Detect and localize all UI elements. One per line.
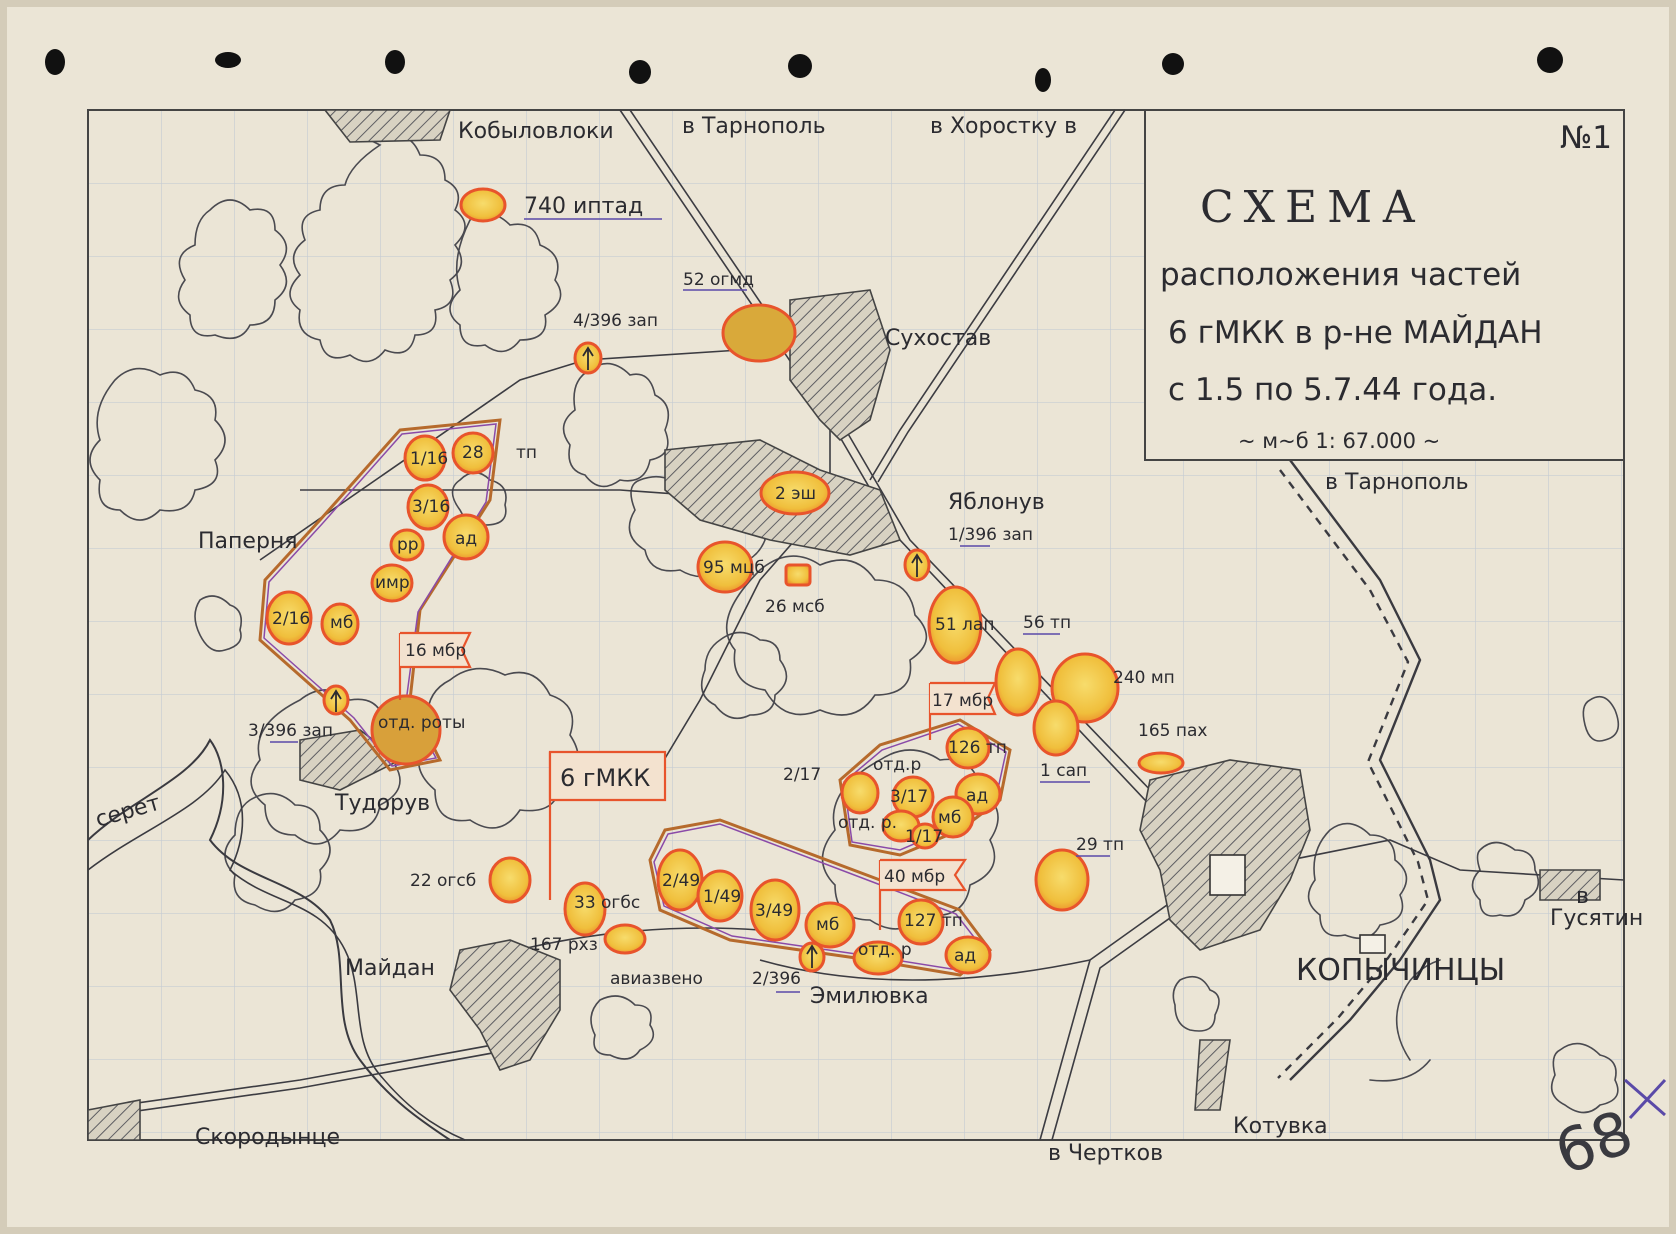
unit-51-lap: 51 лап — [935, 615, 995, 635]
unit-mb-16: мб — [330, 613, 354, 633]
unit-1-sap: 1 сап — [1040, 761, 1088, 781]
unit-2-16: 2/16 — [272, 609, 311, 629]
unit-52-ogmd: 52 огмд — [683, 270, 754, 290]
direction-tarnopol-north: в Тарнополь — [682, 114, 826, 139]
unit-40-mbr: 40 мбр — [884, 867, 946, 887]
unit-33-ogbs: 33 огбс — [574, 893, 641, 913]
unit-3-49: 3/49 — [755, 901, 794, 921]
unit-56-tp: 56 тп — [1023, 613, 1072, 633]
unit-rr: рр — [397, 535, 419, 555]
unit-otd-roty: отд. роты — [378, 713, 466, 733]
unit-ad-49: ад — [954, 946, 977, 966]
place-skorodyntse: Скородынце — [195, 1125, 341, 1150]
title: СХЕМА — [1200, 182, 1426, 233]
unit-otd-r-17: отд.р — [873, 755, 922, 775]
subtitle-line-1: расположения частей — [1160, 257, 1522, 293]
unit-ad-16: ад — [455, 529, 478, 549]
direction-gusyatin: Гусятин — [1550, 906, 1644, 931]
unit-4-396-zap: 4/396 зап — [573, 311, 658, 331]
place-tudoruv: Тудорув — [335, 791, 431, 816]
place-emilyuvka: Эмилювка — [810, 984, 929, 1009]
unit-28: 28 — [462, 443, 484, 463]
svg-text:68: 68 — [1546, 1097, 1642, 1190]
subtitle-line-2: 6 гМКК в р-не МАЙДАН — [1168, 315, 1543, 351]
unit-26-msb: 26 мсб — [765, 597, 825, 617]
unit-3-17: 3/17 — [890, 787, 929, 807]
unit-1-396-zap: 1/396 зап — [948, 525, 1033, 545]
place-maidan: Майдан — [345, 956, 435, 981]
scale-label: ~ м~б 1: 67.000 ~ — [1238, 429, 1441, 453]
subtitle-line-3: с 1.5 по 5.7.44 года. — [1168, 372, 1498, 408]
unit-740-iptad: 740 иптад — [524, 194, 644, 219]
unit-imr: имр — [375, 573, 410, 593]
unit-127-tp: 127 тп — [904, 911, 963, 931]
place-yablonuv: Яблонув — [948, 490, 1045, 515]
unit-2-17: 2/17 — [783, 765, 822, 785]
unit-otd-r-17b: отд. р. — [838, 813, 898, 833]
place-kobylovloki: Кобыловлоки — [458, 119, 614, 144]
unit-22-ogsb: 22 огсб — [410, 871, 477, 891]
unit-otd-r-49: отд. р — [858, 940, 912, 960]
unit-aviazveno: авиазвено — [610, 969, 703, 989]
unit-28-tp: тп — [516, 443, 538, 463]
unit-167-rkhz: 167 рхз — [530, 935, 598, 955]
direction-khorostkuv: в Хоростку в — [930, 114, 1078, 139]
unit-3-396-zap: 3/396 зап — [248, 721, 333, 741]
sheet-number: №1 — [1560, 120, 1612, 156]
place-sukhostav: Сухостав — [885, 326, 992, 351]
unit-2-esh: 2 эш — [775, 484, 817, 504]
unit-95-mcb: 95 мцб — [703, 558, 765, 578]
unit-6-gmkk: 6 гМКК — [560, 764, 651, 792]
unit-240-mp: 240 мп — [1113, 668, 1175, 688]
unit-29-tp: 29 тп — [1076, 835, 1125, 855]
unit-mb-49: мб — [816, 915, 840, 935]
direction-gusyatin-prefix: в — [1576, 884, 1589, 909]
unit-165-pakh: 165 пах — [1138, 721, 1208, 741]
unit-ad-17: ад — [966, 786, 989, 806]
unit-1-17: 1/17 — [905, 827, 944, 847]
unit-2-396: 2/396 — [752, 969, 801, 989]
place-paperna: Паперня — [198, 529, 298, 554]
unit-16-mbr: 16 мбр — [405, 641, 467, 661]
place-kotuvka: Котувка — [1233, 1114, 1328, 1139]
direction-tarnopol-east: в Тарнополь — [1325, 470, 1469, 495]
unit-1-16: 1/16 — [410, 449, 449, 469]
unit-126-tp: 126 тп — [948, 738, 1007, 758]
unit-17-mbr: 17 мбр — [932, 691, 994, 711]
unit-1-49: 1/49 — [703, 887, 742, 907]
direction-chertkov: в Чертков — [1048, 1141, 1164, 1166]
place-seret: серет — [92, 790, 164, 833]
place-kopychintsy: КОПЫЧИНЦЫ — [1296, 953, 1506, 988]
unit-3-16: 3/16 — [412, 497, 451, 517]
unit-mb-17: мб — [938, 808, 962, 828]
unit-2-49: 2/49 — [662, 871, 701, 891]
